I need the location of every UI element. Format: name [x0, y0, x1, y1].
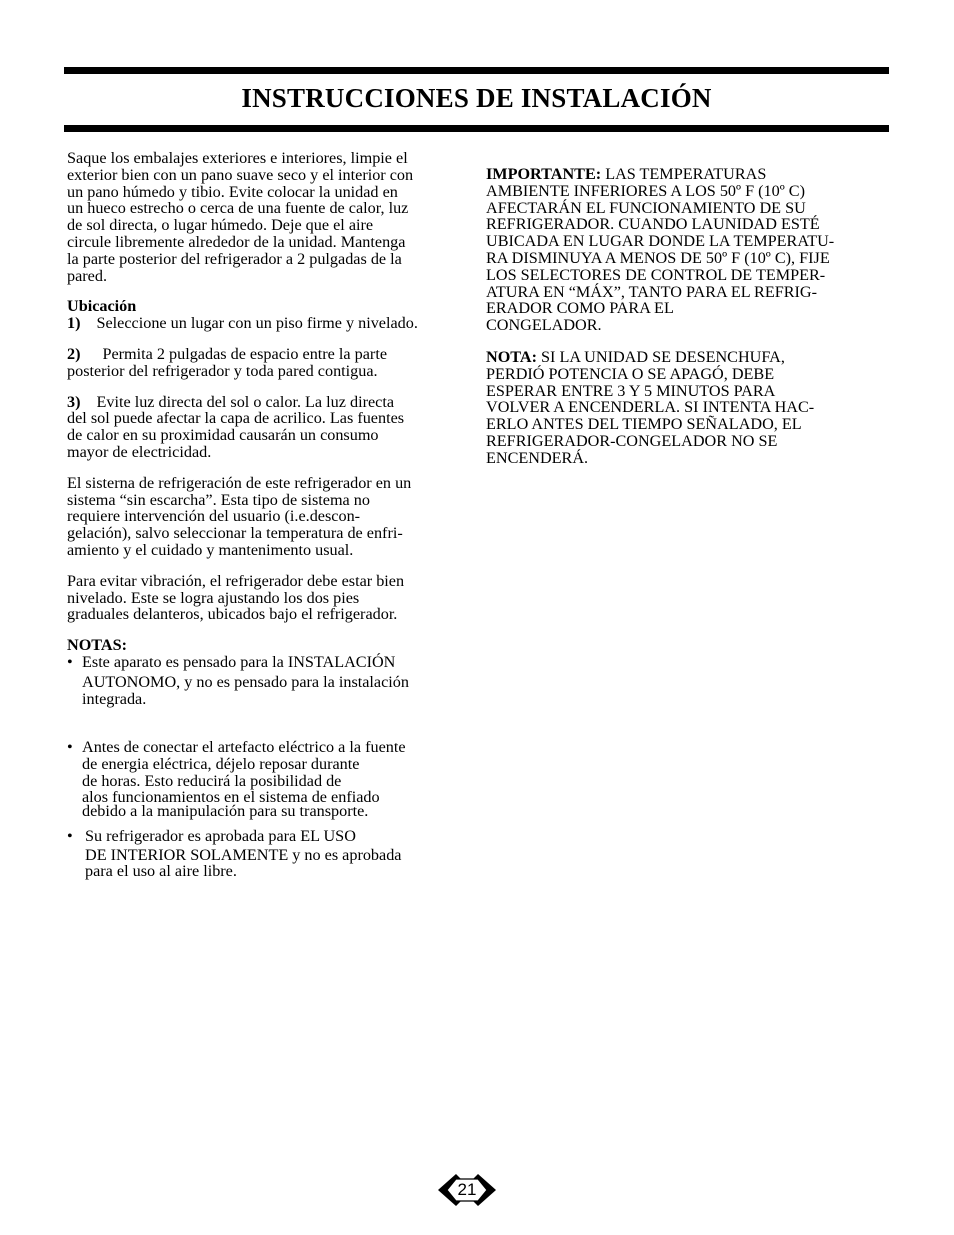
- item-text: Seleccione un lugar con un piso firme y nivelado.: [96, 314, 418, 333]
- left-column: [67, 150, 467, 880]
- text-line: ATURA EN “MÁX”, TANTO PARA EL REFRIG-: [486, 282, 818, 301]
- notas-heading: NOTAS:: [67, 636, 127, 655]
- text-line: Para evitar vibración, el refrigerador debe estar bien: [67, 571, 405, 590]
- text-line: alos funcionamientos en el sistema de enfiado: [82, 787, 380, 806]
- ubicacion-heading: Ubicación: [67, 297, 137, 316]
- bullet-mark: •: [67, 652, 73, 671]
- text-line: sistema “sin escarcha”. Esta tipo de sistema no: [67, 490, 370, 509]
- text-line: ERLO ANTES DEL TIEMPO SEÑALADO, EL: [486, 415, 802, 434]
- text-line: nivelado. Este se logra ajustando los dos pies: [67, 588, 360, 607]
- text-line: de energia eléctrica, déjelo reposar durante: [82, 755, 360, 774]
- note-bullet-2: [67, 738, 467, 820]
- text-line: la parte posterior del refrigerador a 2 pulgadas de la: [67, 249, 402, 268]
- text-line: VOLVER A ENCENDERLA. SI INTENTA HAC-: [486, 398, 815, 417]
- text-line: El sisterna de refrigeración de este refrigerador en un: [67, 473, 412, 492]
- note-bullet-1: [67, 654, 467, 707]
- text-line: exterior bien con un pano suave seco y el interior con: [67, 165, 414, 184]
- text-line: posterior del refrigerador y toda pared contigua.: [67, 361, 378, 380]
- vibracion-paragraph: [67, 573, 467, 623]
- text-line: REFRIGERADOR-CONGELADOR NO SE: [486, 431, 778, 450]
- item-number: 2): [67, 344, 81, 363]
- right-column: [486, 166, 886, 467]
- text-line: pared.: [67, 266, 107, 285]
- text-line: LOS SELECTORES DE CONTROL DE TEMPER-: [486, 265, 826, 284]
- text-line: de calor en su proximidad causarán un consumo: [67, 426, 379, 445]
- text-line: AMBIENTE INFERIORES A LOS 50º F (10º C): [486, 181, 805, 200]
- text-line: ENCENDERÁ.: [486, 448, 589, 467]
- text-line: SI LA UNIDAD SE DESENCHUFA,: [536, 347, 785, 366]
- text-line: LAS TEMPERATURAS: [601, 165, 767, 183]
- text-line: REFRIGERADOR. CUANDO LAUNIDAD ESTÉ: [486, 215, 820, 234]
- text-line: mayor de electricidad.: [67, 442, 212, 461]
- text-line: para el uso al aire libre.: [85, 862, 237, 881]
- text-line: UBICADA EN LUGAR DONDE LA TEMPERATU-: [486, 232, 835, 251]
- text-line: CONGELADOR.: [486, 316, 602, 335]
- text-line: AFECTARÁN EL FUNCIONAMIENTO DE SU: [486, 198, 806, 217]
- page-number-badge: [436, 1170, 498, 1210]
- text-line: PERDIÓ POTENCIA O SE APAGÓ, DEBE: [486, 364, 775, 383]
- text-line: Antes de conectar el artefacto eléctrico a la fuente: [82, 738, 406, 757]
- nota-label: NOTA:: [486, 347, 537, 366]
- text-line: ERADOR COMO PARA EL: [486, 299, 674, 318]
- text-line: Este aparato es pensado para la INSTALACIÓN: [82, 652, 396, 671]
- text-line: un hueco estrecho o cerca de una fuente de calor, luz: [67, 199, 409, 218]
- text-line: AUTONOMO, y no es pensado para la instalación: [82, 672, 409, 691]
- page-title: INSTRUCCIONES DE INSTALACIÓN: [241, 83, 712, 113]
- text-line: del sol puede afectar la capa de acrilico. Las fuentes: [67, 409, 405, 428]
- bottom-rule: [64, 125, 889, 132]
- intro-paragraph: [67, 150, 467, 284]
- location-item-3: [67, 394, 467, 461]
- text-line: requiere intervención del usuario (i.e.descon-: [67, 507, 361, 526]
- page-number: 21: [457, 1180, 477, 1199]
- text-line: gelación), salvo seleccionar la temperatura de enfri-: [67, 524, 403, 543]
- text-line: de horas. Esto reducirá la posibilidad de: [82, 771, 342, 790]
- note-bullet-3: [67, 828, 467, 880]
- text-line: RA DISMINUYA A MENOS DE 50º F (10º C), FIJE: [486, 248, 830, 267]
- text-line: amiento y el cuidado y mantenimento usual.: [67, 540, 354, 559]
- text-line: de sol directa, o lugar húmedo. Deje que el aire: [67, 216, 374, 235]
- importante-label: IMPORTANTE:: [486, 165, 602, 183]
- item-number: 1): [67, 314, 81, 333]
- bullet-mark: •: [67, 826, 73, 845]
- location-item-1: [67, 315, 467, 332]
- location-item-2: [67, 346, 467, 380]
- text-line: circule libremente alrededor de la unidad. Mantenga: [67, 232, 406, 251]
- text-line: graduales delanteros, ubicados bajo el refrigerador.: [67, 605, 398, 624]
- text-line: debido a la manipulación para su transporte.: [82, 801, 369, 820]
- text-line: Saque los embalajes exteriores e interiores, limpie el: [67, 149, 408, 167]
- nota-paragraph: [486, 349, 886, 467]
- sistema-paragraph: [67, 475, 467, 559]
- text-line: un pano húmedo y tibio. Evite colocar la unidad en: [67, 182, 398, 201]
- top-rule: [64, 67, 889, 74]
- text-line: Su refrigerador es aprobada para EL USO: [85, 826, 356, 845]
- item-number: 3): [67, 392, 81, 411]
- text-line: DE INTERIOR SOLAMENTE y no es aprobada: [85, 845, 402, 864]
- text-line: Evite luz directa del sol o calor. La luz directa: [96, 392, 395, 411]
- importante-paragraph: [486, 166, 886, 334]
- text-line: ESPERAR ENTRE 3 Y 5 MINUTOS PARA: [486, 381, 776, 400]
- text-line: integrada.: [82, 689, 147, 708]
- text-line: Permita 2 pulgadas de espacio entre la parte: [102, 344, 387, 363]
- bullet-mark: •: [67, 738, 73, 757]
